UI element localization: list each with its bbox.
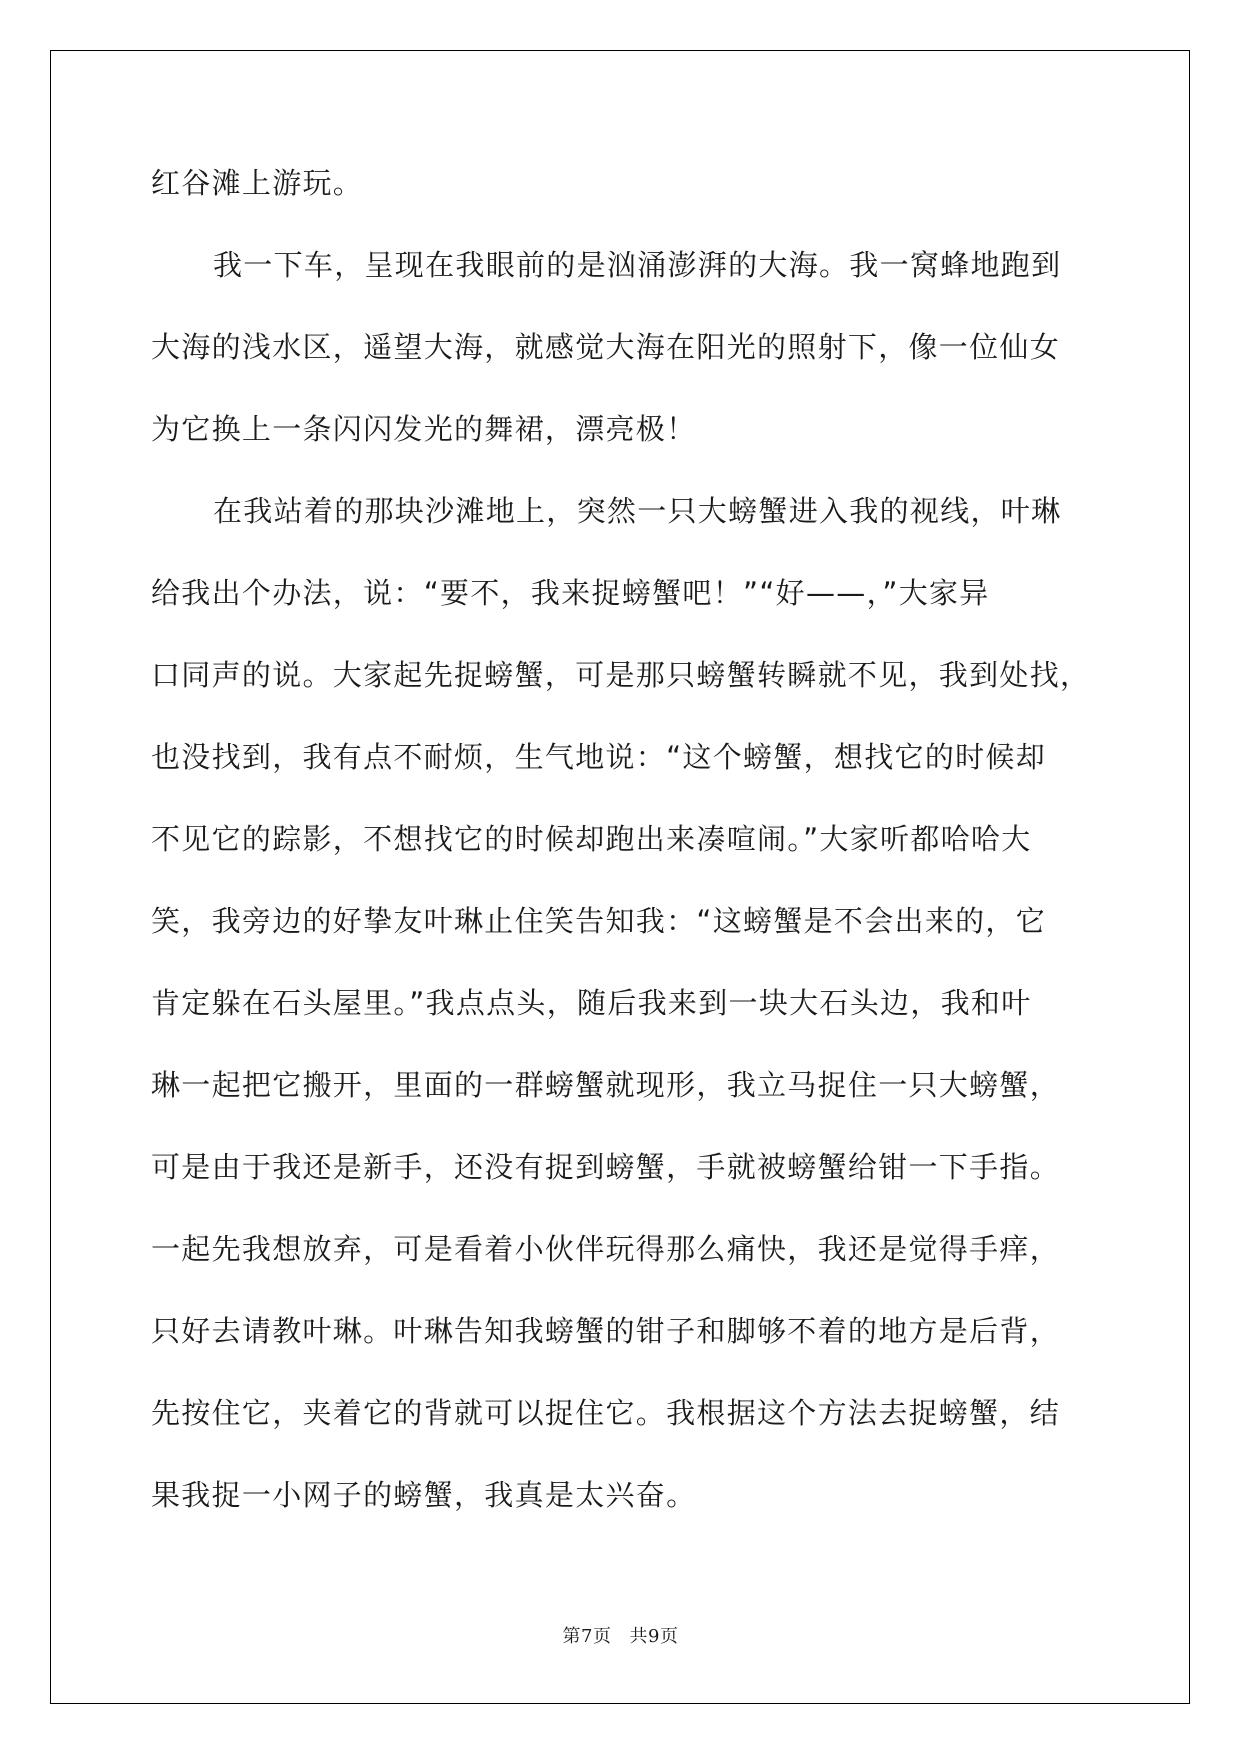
text-line: 笑，我旁边的好挚友叶琳止住笑告知我：“这螃蟹是不会出来的，它 (151, 904, 1047, 938)
text-line: 大海的浅水区，遥望大海，就感觉大海在阳光的照射下，像一位仙女 (151, 330, 1061, 364)
document-body (151, 142, 1111, 1536)
text-line: 不见它的踪影，不想找它的时候却跑出来凑喧闹。”大家听都哈哈大 (151, 822, 1032, 856)
text-line: 琳一起把它搬开，里面的一群螃蟹就现形，我立马捉住一只大螃蟹， (151, 1068, 1061, 1102)
text-line: 果我捉一小网子的螃蟹，我真是太兴奋。 (151, 1478, 697, 1512)
text-line: 先按住它，夹着它的背就可以捉住它。我根据这个方法去捉螃蟹，结 (151, 1396, 1061, 1430)
total-page-count: 共9页 (629, 1626, 679, 1647)
text-line: 一起先我想放弃，可是看着小伙伴玩得那么痛快，我还是觉得手痒， (151, 1232, 1061, 1266)
text-line: 给我出个办法，说：“要不，我来捉螃蟹吧！”“好——，”大家异 (151, 576, 990, 610)
text-line: 为它换上一条闪闪发光的舞裙，漂亮极！ (151, 412, 697, 446)
text-line: 口同声的说。大家起先捉螃蟹，可是那只螃蟹转瞬就不见，我到处找， (151, 658, 1091, 692)
text-line: 只好去请教叶琳。叶琳告知我螃蟹的钳子和脚够不着的地方是后背， (151, 1314, 1061, 1348)
current-page-number: 第7页 (562, 1626, 612, 1647)
text-line: 肯定躲在石头屋里。”我点点头，随后我来到一块大石头边，我和叶 (151, 986, 1032, 1020)
page-footer (0, 1622, 1241, 1648)
text-line: 在我站着的那块沙滩地上，突然一只大螃蟹进入我的视线，叶琳 (213, 494, 1062, 528)
text-line: 也没找到，我有点不耐烦，生气地说：“这个螃蟹，想找它的时候却 (151, 740, 1047, 774)
text-line: 可是由于我还是新手，还没有捉到螃蟹，手就被螃蟹给钳一下手指。 (151, 1150, 1061, 1184)
text-line: 红谷滩上游玩。 (151, 166, 364, 200)
text-line: 我一下车，呈现在我眼前的是汹涌澎湃的大海。我一窝蜂地跑到 (213, 248, 1062, 282)
